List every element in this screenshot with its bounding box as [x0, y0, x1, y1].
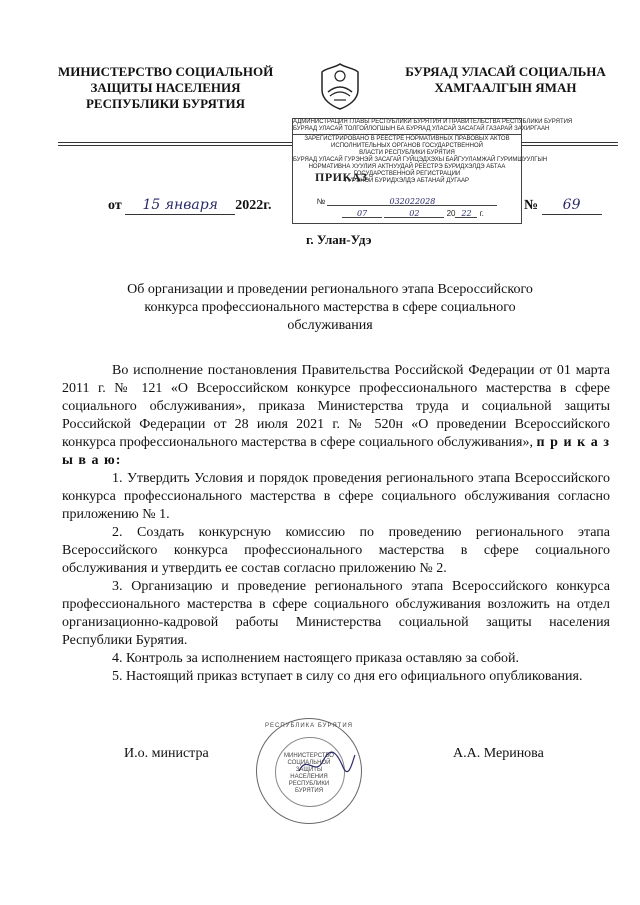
seal-ring-text: РЕСПУБЛИКА БУРЯТИЯ: [265, 723, 353, 729]
ministry-name-line: РЕСПУБЛИКИ БУРЯТИЯ: [85, 96, 246, 111]
seal-line: БУРЯТИЯ: [294, 788, 324, 794]
city-label: г. Улан-Удэ: [306, 232, 372, 247]
stamp-reg-number: 032022028: [389, 197, 436, 206]
signatory-name: А.А. Меринова: [453, 746, 544, 761]
ministry-name-line: ХАМГААЛГЫН ЯМАН: [434, 80, 577, 95]
stamp-title: ПРИКАЗ: [315, 170, 368, 184]
order-item: 1. Утвердить Условия и порядок проведения регионального этапа Всероссийского конкурса профессионального мастерства в сфере социального обслуживания согласно приложению № 1.: [62, 471, 610, 522]
stamp-line: ГУРЭНЭЙ БУРИДХЭЛДЭ АБТАНАЙ ДУГААР: [344, 178, 470, 184]
order-date: [108, 197, 271, 215]
order-item: 3. Организацию и проведение регионального этапа Всероссийского конкурса профессионального мастерства в сфере социального обслуживания возложить на отдел организационно-кадровой работы Министерства социальной защиты населения Республики Бурятия.: [62, 579, 610, 648]
stamp-reg-year-prefix: 20: [446, 209, 456, 218]
stamp-line: ЗАРЕГИСТРИРОВАНО В РЕЕСТРЕ НОРМАТИВНЫХ ПРАВОВЫХ АКТОВ: [304, 136, 510, 142]
signatory-position: И.о. министра: [124, 746, 209, 761]
stamp-line: АДМИНИСТРАЦИЯ ГЛАВЫ РЕСПУБЛИКИ БУРЯТИЯ И ПРАВИТЕЛЬСТВА РЕСПУБЛИКИ БУРЯТИЯ: [293, 119, 573, 125]
stamp-line: БУРЯАД УЛАСАЙ ТОЛГОЙЛОГШЫН БА БУРЯАД УЛАСАЙ ЗАСАГАЙ ГАЗАРАЙ ЗАХИРГААН: [293, 126, 550, 132]
coat-of-arms-emblem: [320, 62, 360, 110]
intro-text: Во исполнение постановления Правительства Российской Федерации от 01 марта 2011 г. № 121 «О Всероссийском конкурсе профессионального мастерства в сфере социального обслуживания», приказа Министерства труда и социальной защиты Российской Федерации от 28 июля 2021 г. № 520н «О проведении Всероссийского конкурса профессионального мастерства в сфере социального обслуживания»,: [62, 363, 610, 450]
order-item: 5. Настоящий приказ вступает в силу со дня его официального опубликования.: [112, 669, 583, 684]
stamp-reg-year: 22: [461, 209, 472, 218]
stamp-year-mark: г.: [479, 209, 484, 218]
date-handwritten: 15 января: [142, 197, 218, 213]
number-handwritten: 69: [562, 197, 581, 213]
stamp-line: ВЛАСТИ РЕСПУБЛИКИ БУРЯТИЯ: [359, 150, 455, 156]
stamp-line: ИСПОЛНИТЕЛЬНЫХ ОРГАНОВ ГОСУДАРСТВЕННОЙ: [331, 143, 483, 149]
date-year: 2022г.: [235, 198, 272, 213]
ministry-name-bua: [398, 64, 613, 96]
date-prefix: от: [108, 198, 122, 213]
order-number: [524, 197, 602, 215]
ministry-name-ru: [58, 64, 273, 112]
seal-line: СОЦИАЛЬНОЙ: [287, 760, 331, 766]
seal-line: ЗАЩИТЫ: [295, 767, 323, 773]
ministry-name-line: БУРЯАД УЛАСАЙ СОЦИАЛЬНА: [405, 64, 606, 79]
document-title: Об организации и проведении регионального этапа Всероссийского конкурса профессионального мастерства в сфере социального обслуживания: [127, 282, 533, 333]
seal-line: МИНИСТЕРСТВО: [284, 753, 334, 759]
ministry-name-line: МИНИСТЕРСТВО СОЦИАЛЬНОЙ: [58, 64, 274, 79]
stamp-reg-fields: [297, 198, 517, 218]
stamp-line: БУРЯАД УЛАСАЙ ГУРЭНЭЙ ЗАСАГАЙ ГУЙЦЭДХЭХЫ БАЙГУУЛАМЖАЙ ГУРИМШУУЛГЫН: [293, 157, 548, 163]
command-word: п р и к а з ы в а ю:: [62, 435, 610, 468]
official-seal: [256, 718, 362, 824]
number-label: №: [524, 198, 539, 213]
stamp-reg-month: 02: [409, 209, 420, 218]
stamp-line: ГОСУДАРСТВЕННОЙ РЕГИСТРАЦИИ: [353, 171, 461, 177]
stamp-no-mark: №: [316, 197, 326, 206]
document-body: [62, 362, 610, 686]
ministry-name-line: ЗАЩИТЫ НАСЕЛЕНИЯ: [90, 80, 241, 95]
order-item: 2. Создать конкурсную комиссию по проведению регионального этапа Всероссийского конкурса профессионального мастерства в сфере социального обслуживания и утвердить ее состав согласно приложению № 2.: [62, 525, 610, 576]
stamp-divider: [293, 134, 521, 135]
order-item: 4. Контроль за исполнением настоящего приказа оставляю за собой.: [112, 651, 520, 666]
stamp-reg-day: 07: [357, 209, 368, 218]
seal-line: НАСЕЛЕНИЯ: [290, 774, 328, 780]
signature-scribble: [297, 749, 357, 779]
seal-line: РЕСПУБЛИКИ: [288, 781, 330, 787]
body-intro: [62, 362, 610, 470]
stamp-line: НОРМАТИВНА ХУУЛИЯ АКТНУУДАЙ РЕЕСТРЭ БУРИДХЭЛДЭ АБТАА: [308, 164, 506, 170]
